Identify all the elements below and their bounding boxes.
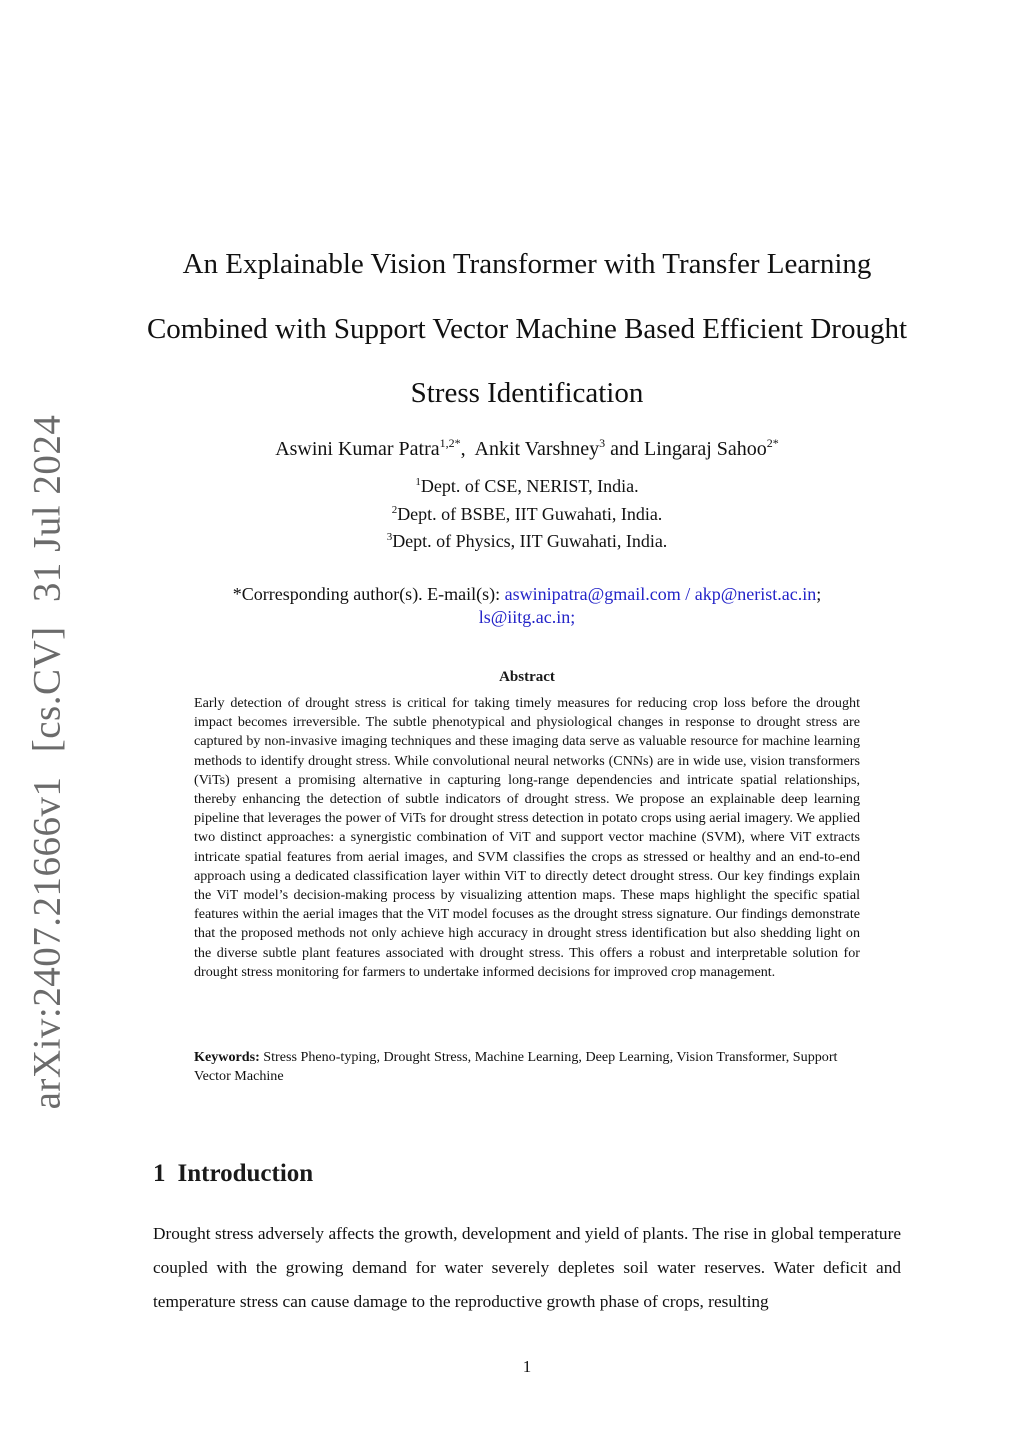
arxiv-identifier-stamp[interactable] bbox=[25, 401, 70, 1110]
keywords-label: Keywords: bbox=[194, 1049, 260, 1065]
email-separator: / bbox=[680, 584, 695, 604]
email-link[interactable]: akp@nerist.ac.in bbox=[694, 584, 817, 604]
email-link[interactable]: aswinipatra@gmail.com bbox=[504, 584, 681, 604]
affiliation-text: Dept. of CSE, NERIST, India. bbox=[420, 476, 639, 496]
paper-title: An Explainable Vision Transformer with Transfer Learning Combined with Support Vector Machine Based Efficient Drought Stress Identification bbox=[146, 248, 908, 409]
affiliation-line bbox=[140, 471, 914, 499]
affiliation-marker: 1 bbox=[415, 476, 421, 488]
affiliation-text: Dept. of Physics, IIT Guwahati, India. bbox=[392, 531, 668, 551]
correspondence-line bbox=[140, 606, 914, 629]
email-link[interactable]: ls@iitg.ac.in bbox=[478, 607, 571, 627]
correspondence-prefix: *Corresponding author(s). E-mail(s): bbox=[232, 584, 505, 604]
email-separator: ; bbox=[816, 584, 822, 604]
author-name: Lingaraj Sahoo bbox=[644, 438, 767, 460]
author-name: Aswini Kumar Patra bbox=[275, 438, 440, 460]
keywords-block bbox=[194, 1048, 860, 1085]
keywords-text: Stress Pheno-typing, Drought Stress, Machine Learning, Deep Learning, Vision Transformer, Support Vector Machine bbox=[194, 1049, 838, 1084]
section-heading bbox=[153, 1160, 313, 1188]
email-separator: ; bbox=[570, 607, 576, 627]
affiliation-line bbox=[140, 499, 914, 527]
correspondence-line bbox=[140, 583, 914, 606]
affiliation-marker: 3 bbox=[386, 531, 393, 543]
corresponding-author-note bbox=[140, 583, 914, 629]
page-number: 1 bbox=[522, 1357, 532, 1376]
author-affiliation-marker: 3 bbox=[599, 436, 606, 450]
section-title: Introduction bbox=[177, 1160, 314, 1187]
arxiv-date: 31 Jul 2024 bbox=[25, 414, 69, 603]
author-list bbox=[140, 436, 914, 461]
affiliation-text: Dept. of BSBE, IIT Guwahati, India. bbox=[397, 503, 663, 524]
affiliation-line bbox=[140, 526, 914, 554]
author-name: Ankit Varshney bbox=[474, 438, 600, 460]
affiliation-marker: 2 bbox=[391, 503, 398, 516]
arxiv-id: arXiv:2407.21666v1 bbox=[25, 776, 69, 1110]
abstract-text: Early detection of drought stress is critical for taking timely measures for reducing crop loss before the drought impact becomes irreversible. The subtle phenotypical and physiological changes in response to drought stress are captured by non-invasive imaging techniques and these imaging data serve as valuable resource for machine learning methods to identify drought stress. While convolutional neural networks (CNNs) are in wide use, vision transformers (ViTs) present a promising alternative in capturing long-range dependencies and intricate spatial relationships, thereby enhancing the detection of subtle indicators of drought stress. We propose an explainable deep learning pipeline that leverages the power of ViTs for drought stress detection in potato crops using aerial imagery. We applied two distinct approaches: a synergistic combination of ViT and support vector machine (SVM), where ViT extracts intricate spatial features from aerial images, and SVM classifies the crops as stressed or healthy and an end-to-end approach using a dedicated classification layer within ViT to directly detect drought stress. Our key findings explain the ViT model’s decision-making process by visualizing attention maps. These maps highlight the specific spatial features within the aerial images that the ViT model focuses as the drought stress signature. Our findings demonstrate that the proposed methods not only achieve high accuracy in drought stress identification but also shedding light on the diverse subtle plant features associated with drought stress. This offers a robust and interpretable solution for drought stress monitoring for farmers to undertake informed decisions for improved crop management. bbox=[194, 695, 860, 980]
abstract-heading: Abstract bbox=[499, 669, 555, 685]
arxiv-category: [cs.CV] bbox=[25, 626, 69, 753]
author-affiliation-marker: 1,2* bbox=[439, 436, 461, 450]
affiliation-list bbox=[140, 471, 914, 554]
section-number: 1 bbox=[153, 1160, 166, 1187]
author-separator: , bbox=[460, 438, 475, 460]
author-affiliation-marker: 2* bbox=[766, 436, 779, 450]
section-body-text: Drought stress adversely affects the growth, development and yield of plants. The rise in global temperature coupled with the growing demand for water severely depletes soil water reserves. Water deficit and temperature stress can cause damage to the reproductive growth phase of crops, resulting bbox=[153, 1224, 901, 1312]
author-separator: and bbox=[605, 438, 645, 460]
